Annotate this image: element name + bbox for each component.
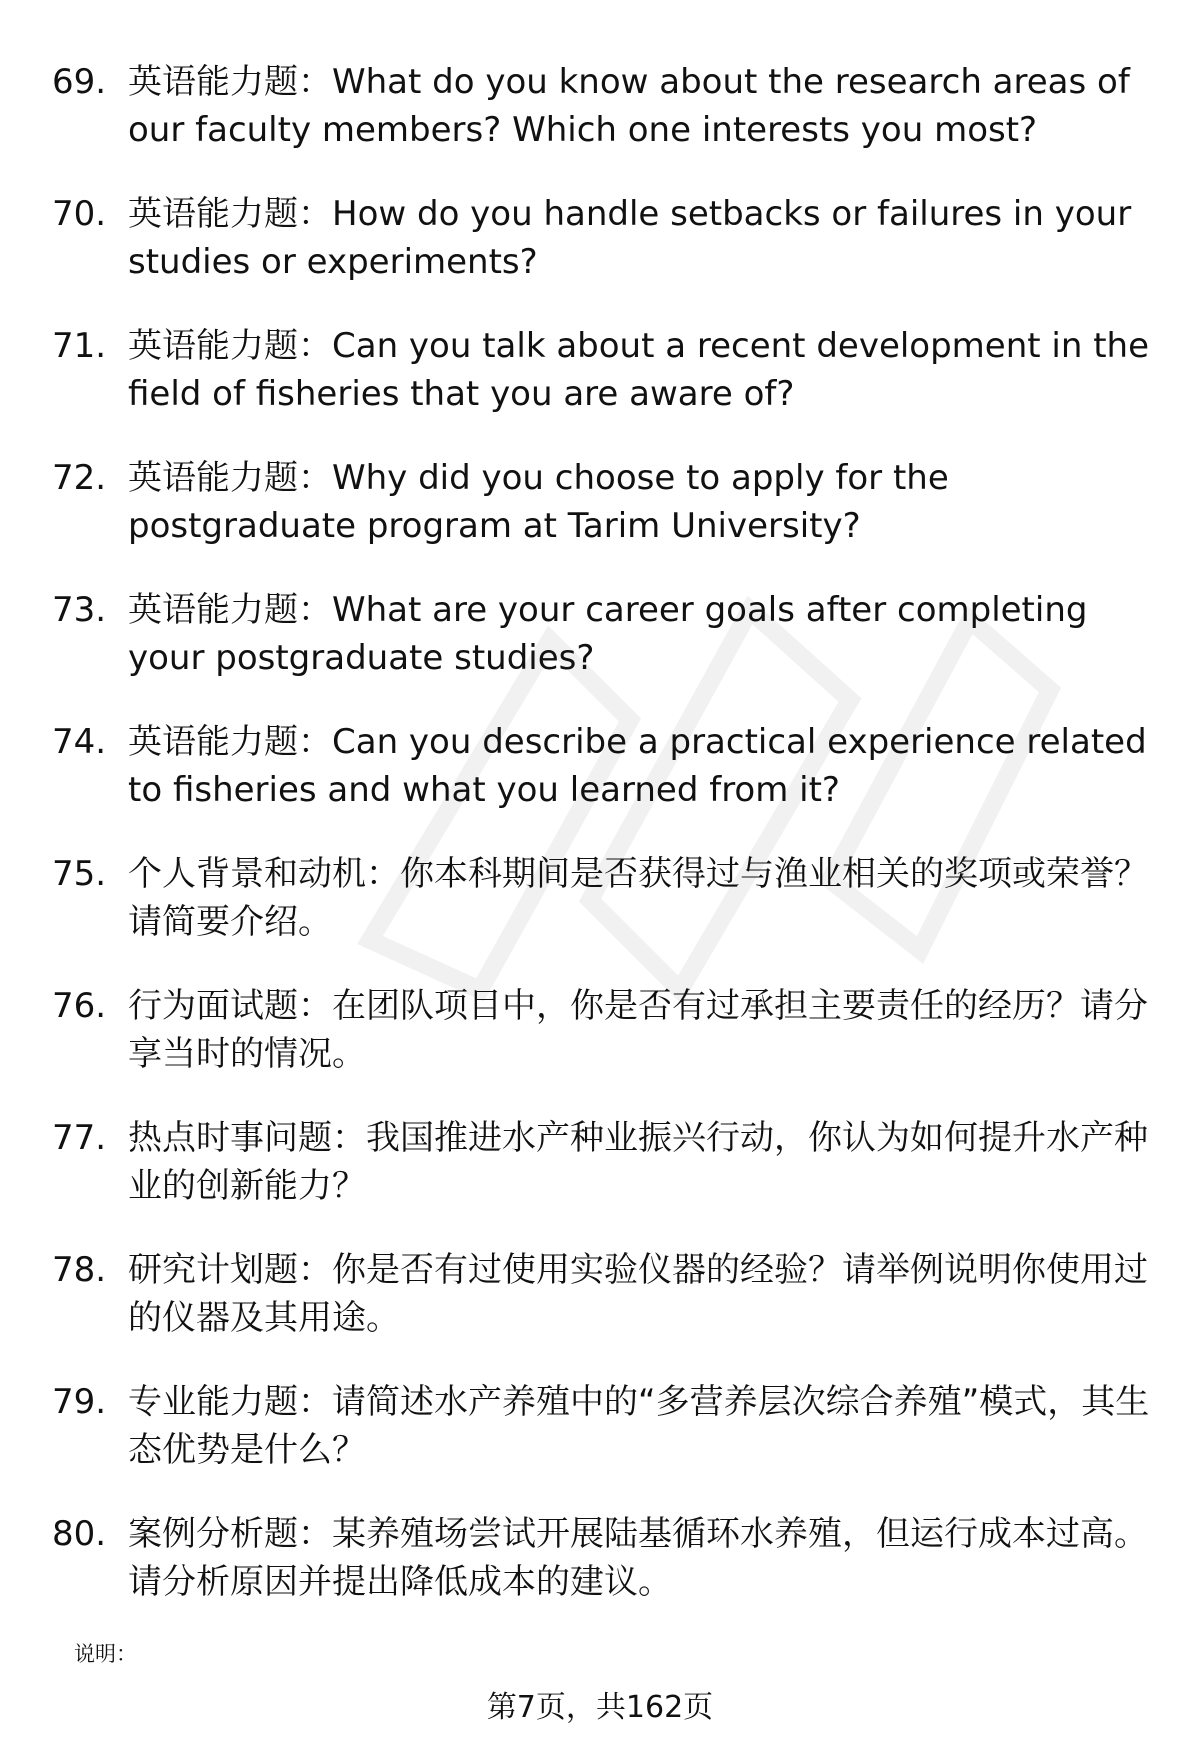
question-item xyxy=(52,586,1162,718)
question-item xyxy=(52,850,1162,982)
question-text: 研究计划题：你是否有过使用实验仪器的经验？请举例说明你使用过的仪器及其用途。 xyxy=(128,1250,1148,1338)
question-text: 行为面试题：在团队项目中，你是否有过承担主要责任的经历？请分享当时的情况。 xyxy=(128,986,1148,1074)
question-number: 76. xyxy=(52,986,107,1026)
note-label: 说明： xyxy=(74,1642,137,1666)
question-item xyxy=(52,454,1162,586)
question-number: 71. xyxy=(52,326,107,366)
question-text: 个人背景和动机：你本科期间是否获得过与渔业相关的奖项或荣誉？请简要介绍。 xyxy=(128,854,1148,942)
question-item xyxy=(52,58,1162,190)
question-item xyxy=(52,190,1162,322)
question-item xyxy=(52,1510,1162,1642)
question-number: 75. xyxy=(52,854,107,894)
page-footer: 第7页，共162页 xyxy=(486,1690,714,1725)
question-text: 英语能力题：What are your career goals after completing your postgraduate studies? xyxy=(128,590,1088,678)
question-text: 热点时事问题：我国推进水产种业振兴行动，你认为如何提升水产种业的创新能力？ xyxy=(128,1118,1148,1206)
question-number: 74. xyxy=(52,722,107,762)
question-text: 英语能力题：Can you describe a practical experience related to fisheries and what you learned from it? xyxy=(128,722,1147,810)
question-item xyxy=(52,1378,1162,1510)
question-number: 79. xyxy=(52,1382,107,1422)
question-text: 案例分析题：某养殖场尝试开展陆基循环水养殖，但运行成本过高。请分析原因并提出降低成本的建议。 xyxy=(128,1514,1148,1602)
question-item xyxy=(52,1246,1162,1378)
question-text: 英语能力题：Can you talk about a recent development in the field of fisheries that you are aware of? xyxy=(128,326,1150,414)
question-text: 英语能力题：What do you know about the research areas of our faculty members? Which one interests you most? xyxy=(128,62,1130,150)
question-item xyxy=(52,718,1162,850)
question-number: 78. xyxy=(52,1250,107,1290)
question-text: 英语能力题：Why did you choose to apply for the postgraduate program at Tarim University? xyxy=(128,458,949,546)
question-number: 77. xyxy=(52,1118,107,1158)
question-number: 69. xyxy=(52,62,107,102)
question-number: 80. xyxy=(52,1514,107,1554)
question-number: 70. xyxy=(52,194,107,234)
question-list xyxy=(52,58,1162,1642)
question-item xyxy=(52,1114,1162,1246)
question-text: 英语能力题：How do you handle setbacks or failures in your studies or experiments? xyxy=(128,194,1132,282)
question-text: 专业能力题：请简述水产养殖中的“多营养层次综合养殖”模式，其生态优势是什么？ xyxy=(128,1382,1150,1470)
question-number: 72. xyxy=(52,458,107,498)
question-number: 73. xyxy=(52,590,107,630)
question-item xyxy=(52,982,1162,1114)
question-item xyxy=(52,322,1162,454)
